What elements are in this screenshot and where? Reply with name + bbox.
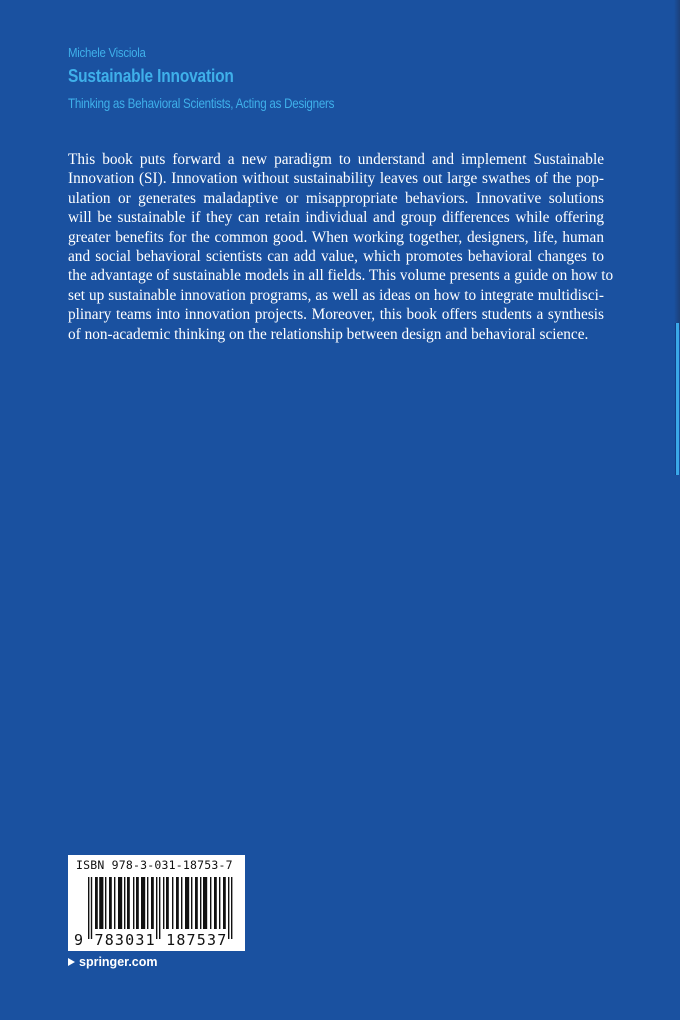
barcode-digits-left: 783031 xyxy=(94,931,156,949)
blurb-paragraph xyxy=(68,150,628,344)
book-subtitle: Thinking as Behavioral Scientists, Acting as Designers xyxy=(68,95,335,111)
publisher-link[interactable] xyxy=(68,955,158,969)
blurb-line: of non-academic thinking on the relationship between design and behavioral science. xyxy=(68,325,589,343)
barcode-icon xyxy=(88,877,236,939)
blurb-line: the advantage of sustainable models in all fields. This volume presents a guide on how to xyxy=(68,267,614,285)
blurb-line: This book puts forward a new paradigm to understand and implement Sustainable xyxy=(68,151,604,168)
blurb-line: set up sustainable innovation programs, as well as ideas on how to integrate multidisci- xyxy=(68,286,604,304)
blurb-line: will be sustainable if they can retain individual and group differences while offering xyxy=(68,209,604,227)
spine-edge-stripe xyxy=(675,323,679,475)
spine-edge-shadow xyxy=(674,0,680,330)
isbn-barcode-block xyxy=(68,855,245,951)
barcode-digit-first: 9 xyxy=(74,931,85,949)
barcode-digits xyxy=(74,931,227,949)
blurb-line: Innovation (SI). Innovation without sustainability leaves out large swathes of the pop- xyxy=(68,170,604,188)
publisher-link-text[interactable]: springer.com xyxy=(79,955,158,969)
triangle-right-icon xyxy=(68,958,75,966)
blurb-line: plinary teams into innovation projects. Moreover, this book offers students a synthesis xyxy=(68,306,604,324)
blurb-line: greater benefits for the common good. When working together, designers, life, human xyxy=(68,228,604,246)
author-name: Michele Visciola xyxy=(68,45,146,60)
blurb-line: and social behavioral scientists can add value, which promotes behavioral changes to xyxy=(68,248,604,266)
book-title: Sustainable Innovation xyxy=(68,66,234,86)
isbn-label: ISBN 978-3-031-18753-7 xyxy=(76,858,233,872)
barcode-digits-right: 187537 xyxy=(166,931,228,949)
blurb-line: ulation or generates maladaptive or misappropriate behaviors. Innovative solutions xyxy=(68,189,604,207)
